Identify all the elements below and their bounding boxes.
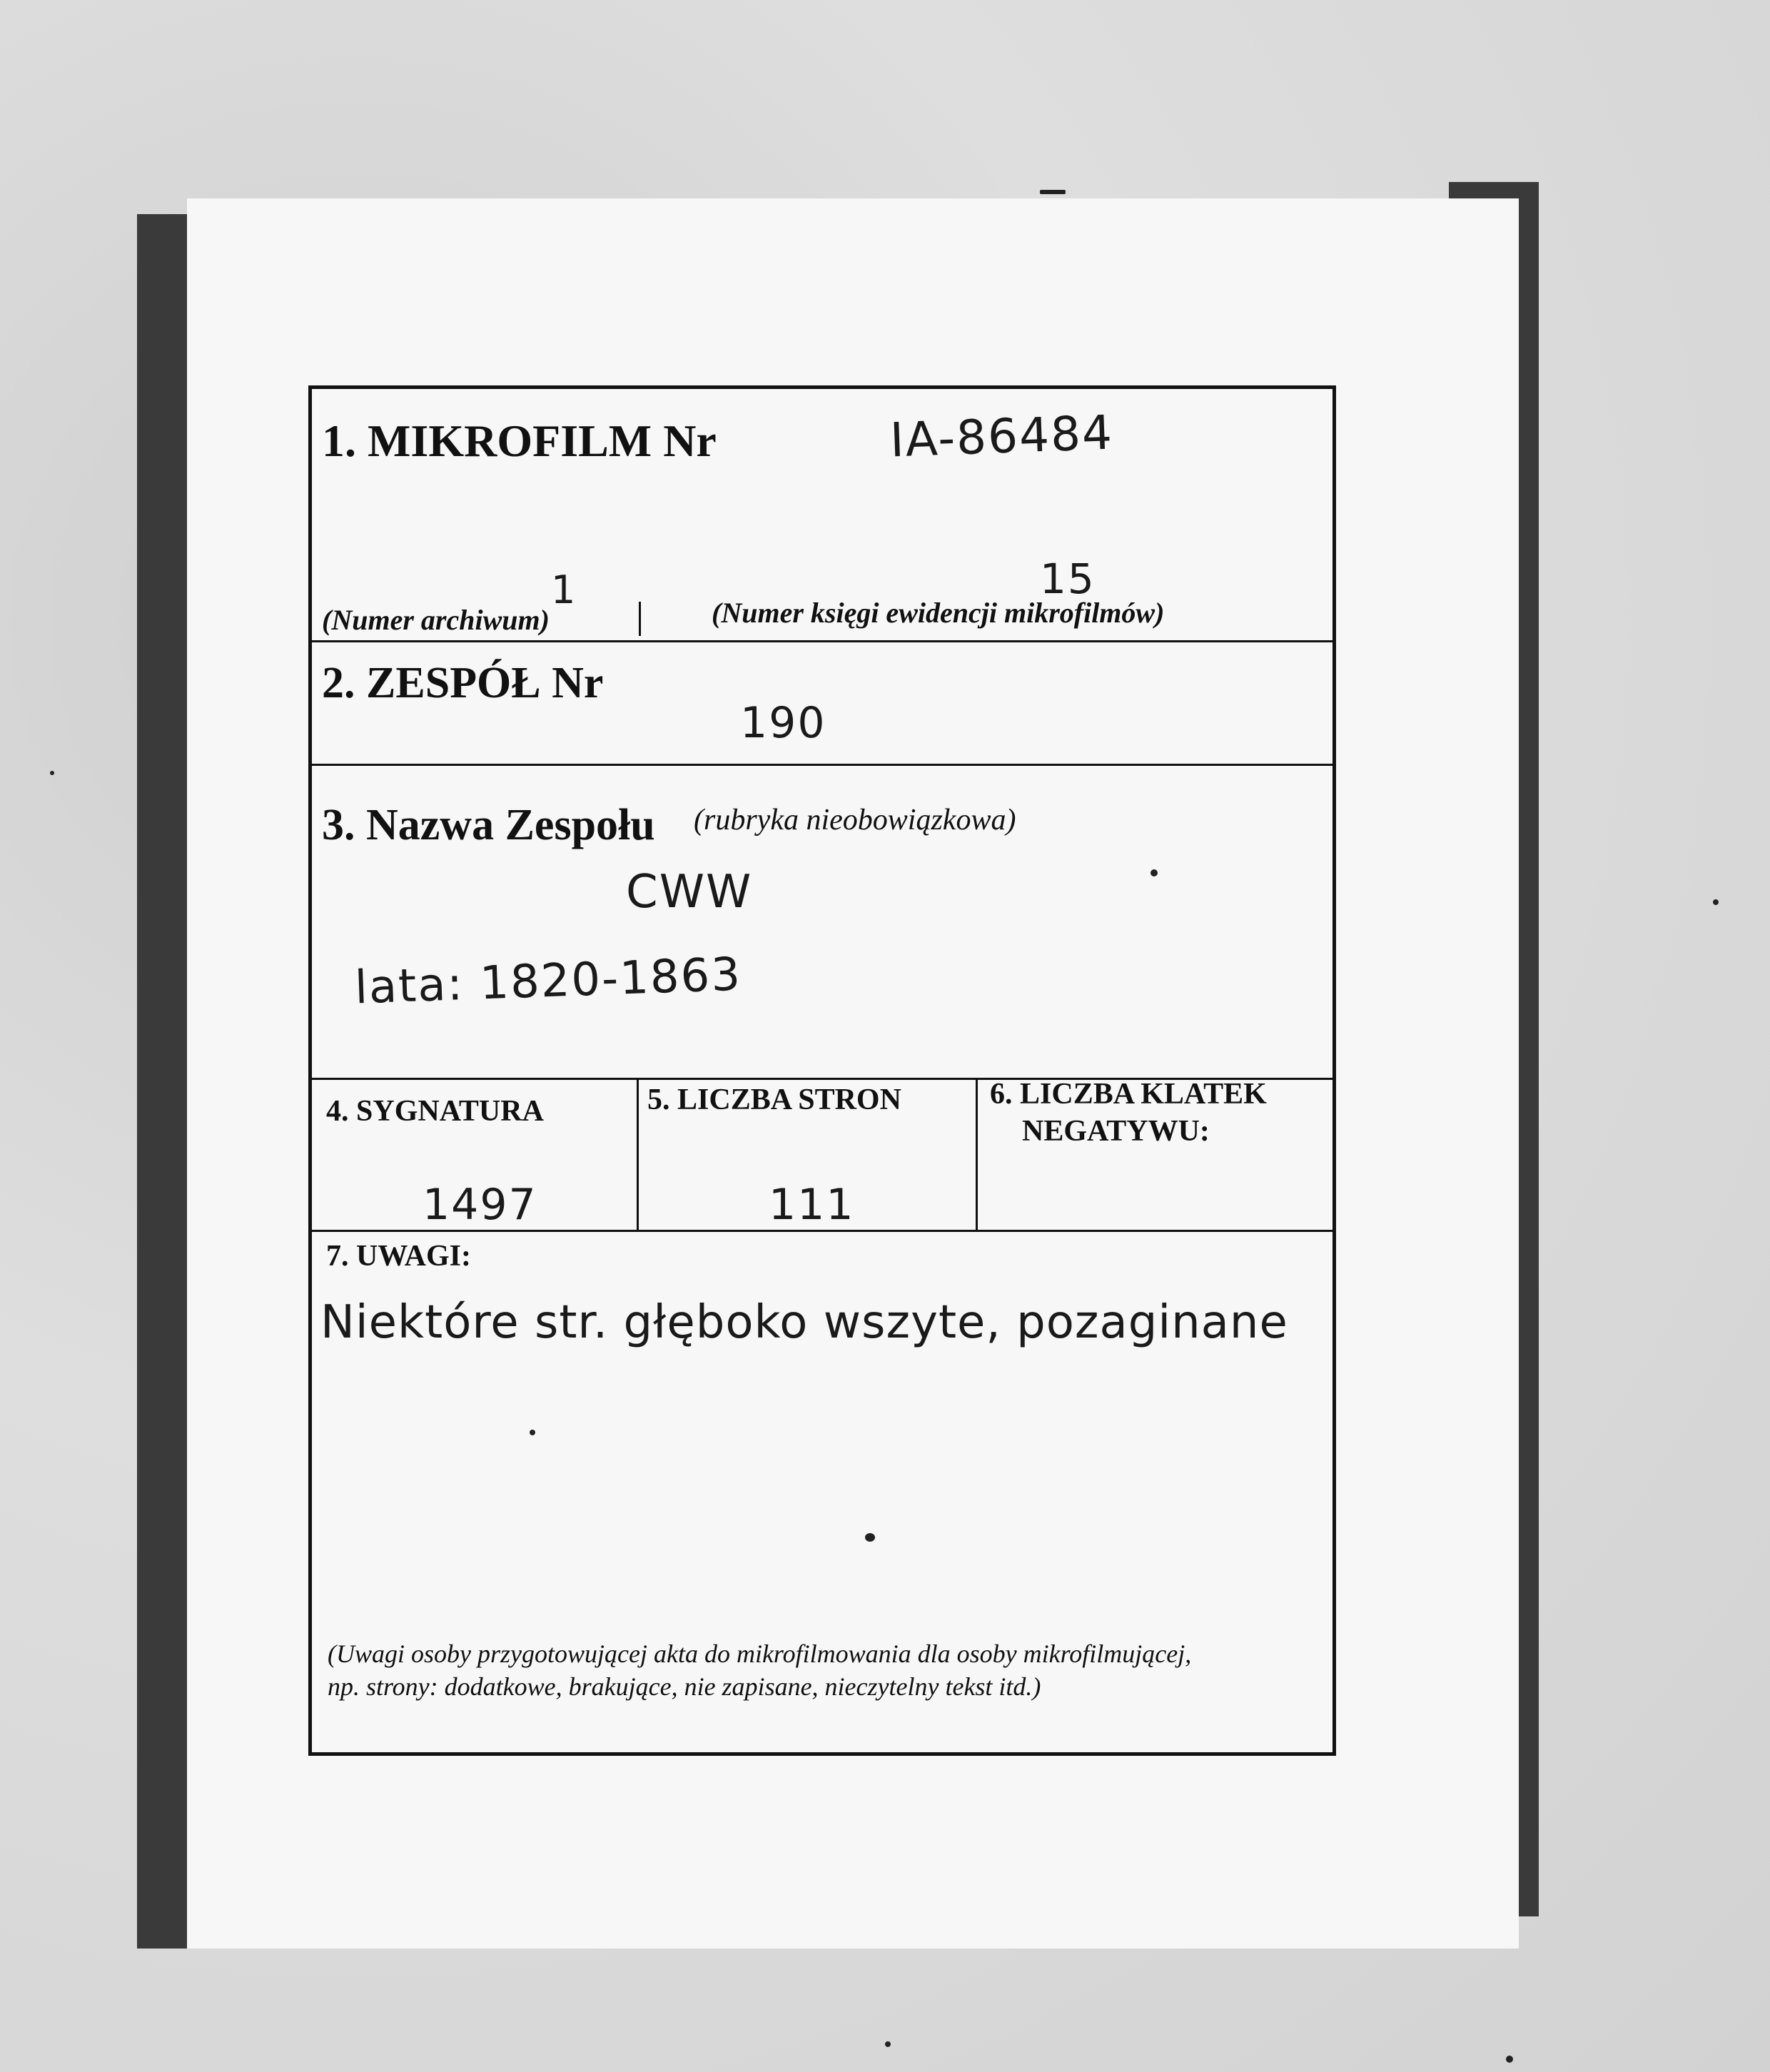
remarks-footnote-line2: np. strony: dodatkowe, brakujące, nie zapisane, nieczytelny tekst itd.) [328,1672,1041,1701]
remarks-footnote-line1: (Uwagi osoby przygotowującej akta do mikrofilmowania dla osoby mikrofilmującej, [328,1639,1192,1668]
section-stats-row [312,1080,1332,1230]
scan-speck [865,1533,875,1542]
section-microfilm-number [312,389,1332,640]
microfilm-number-value: IA-86484 [889,405,1115,468]
section-remarks [312,1232,1332,1757]
remarks-value: Niektóre str. głęboko wszyte, pozaginane [320,1296,1288,1349]
archive-number-caption: (Numer archiwum) [322,604,550,636]
stats-divider-1 [637,1080,639,1230]
scan-speck [1506,2056,1513,2063]
fonds-name-note: (rubryka nieobowiązkowa) [694,804,1016,837]
section-fonds-name [312,766,1332,1078]
remarks-label: 7. UWAGI: [326,1240,472,1273]
microfilm-card [187,198,1519,1949]
fonds-years-value: lata: 1820-1863 [353,948,743,1015]
signature-value: 1497 [423,1180,537,1230]
fonds-number-label: 2. ZESPÓŁ Nr [322,659,604,707]
negative-frames-label-line1: 6. LICZBA KLATEK [990,1078,1267,1111]
page-count-value: 111 [769,1180,855,1230]
fonds-name-label: 3. Nazwa Zespołu [322,801,655,849]
microfilm-form [308,385,1336,1756]
scan-speck [50,771,54,775]
signature-label: 4. SYGNATURA [326,1095,544,1128]
archive-number-value: 1 [551,567,577,612]
register-number-caption: (Numer księgi ewidencji mikrofilmów) [712,597,1165,629]
register-number-value: 15 [1040,555,1096,603]
scan-speck [1040,190,1066,194]
scan-speck [1713,899,1719,905]
fonds-name-value: CWW [626,866,753,919]
microfilm-number-label: 1. MIKROFILM Nr [322,415,717,466]
stats-divider-2 [976,1080,978,1230]
scan-edge-left [137,214,191,1949]
section-fonds-number [312,642,1332,764]
negative-frames-label-line2: NEGATYWU: [1022,1115,1210,1148]
scan-speck [530,1430,535,1435]
page-count-label: 5. LICZBA STRON [647,1083,901,1116]
fonds-number-value: 190 [740,698,826,748]
scan-speck [885,2041,891,2047]
caption-divider [639,602,641,636]
scan-speck [1150,869,1158,876]
